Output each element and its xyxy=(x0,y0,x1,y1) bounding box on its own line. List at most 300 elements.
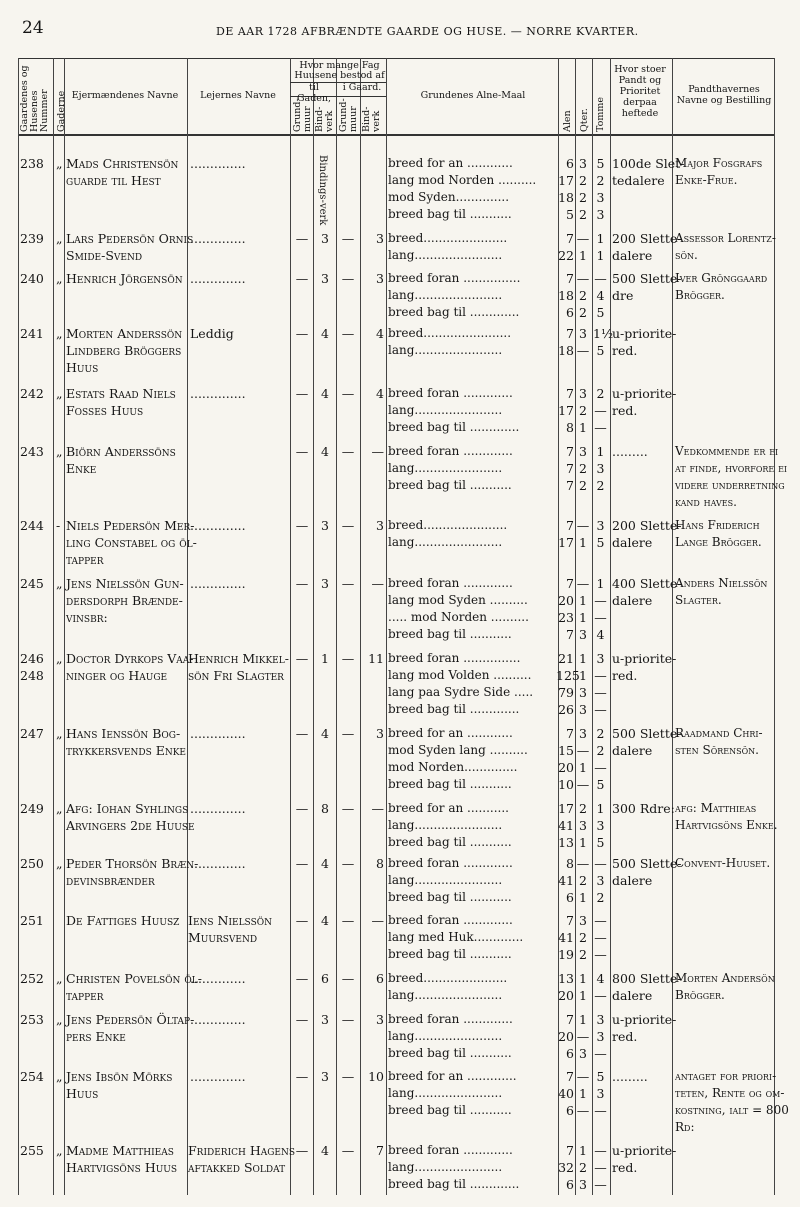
pandthaver-text: Lange Brögger. xyxy=(675,535,762,549)
owner-name: Biörn Anderssöns xyxy=(66,444,176,459)
pandthaver-text: Slagter. xyxy=(675,593,722,607)
alen-value: 7 xyxy=(566,326,574,341)
qter-value: — xyxy=(576,743,590,758)
fag-bindvaerk-gade: 4 xyxy=(321,326,329,341)
fag-bindvaerk-gaard: 7 xyxy=(376,1143,384,1158)
pandt-text: dalere xyxy=(612,873,653,888)
pandthaver-text: teten, Rente og om- xyxy=(675,1086,785,1100)
header-gaden: Gaderne xyxy=(56,90,67,132)
owner-name: Lindberg Bröggers xyxy=(66,343,182,358)
qter-value: 2 xyxy=(579,873,587,888)
column-rule xyxy=(64,58,65,1195)
owner-name: Hartvigsöns Huus xyxy=(66,1160,178,1175)
owner-name: Christen Povelsön öl- xyxy=(66,971,202,986)
tomme-value: 3 xyxy=(596,190,605,205)
fag-grundmuur-gade: — xyxy=(295,801,309,816)
running-title: DE AAR 1728 AFBRÆNDTE GAARDE OG HUSE. — NORRE KVARTER. xyxy=(216,25,639,38)
tomme-value: — xyxy=(594,1177,607,1192)
qter-value: — xyxy=(576,231,590,246)
qter-value: 1 xyxy=(579,651,587,666)
alen-value: 6 xyxy=(566,156,574,171)
pandthaver-text: Assessor Lorentz- xyxy=(675,231,776,245)
alne-maal-desc: mod Norden.............. xyxy=(388,760,518,774)
alne-maal-desc: lang mod Volden .......... xyxy=(388,668,532,682)
alen-value: 20 xyxy=(558,1029,574,1044)
alen-value: 41 xyxy=(558,818,574,833)
tomme-value: 5 xyxy=(596,1069,605,1084)
header-gaard-nr: Gaardenes og Husenes Nummer xyxy=(19,65,50,132)
tenant-name: .............. xyxy=(190,971,246,986)
header-qter: Qter. xyxy=(579,108,590,132)
fag-bindvaerk-gaard: — xyxy=(371,444,384,459)
owner-name: Estats Raad Niels xyxy=(66,386,176,401)
owner-name: Smide-Svend xyxy=(66,248,143,263)
qter-value: 1 xyxy=(579,988,587,1003)
qter-value: 1 xyxy=(579,1143,587,1158)
owner-name: tapper xyxy=(66,552,104,567)
alen-value: 22 xyxy=(558,248,574,263)
qter-value: — xyxy=(576,271,590,286)
fag-grundmuur-gade: — xyxy=(295,271,309,286)
header-alen: Alen xyxy=(562,110,573,132)
qter-value: — xyxy=(576,856,590,871)
pandthaver-text: at finde, hvorfore ei xyxy=(675,461,788,475)
tomme-value: — xyxy=(594,947,607,962)
fag-grundmuur-gaard: — xyxy=(341,386,355,401)
alne-maal-desc: breed for an ............. xyxy=(388,1069,517,1083)
pandt-text: red. xyxy=(612,668,638,683)
fag-bindvaerk-gade: 4 xyxy=(321,726,329,741)
qter-value: 1 xyxy=(579,420,587,435)
fag-grundmuur-gade: — xyxy=(295,576,309,591)
pandt-text: 800 Slette- xyxy=(612,971,682,986)
tomme-value: 1 xyxy=(596,248,605,263)
fag-grundmuur-gaard: — xyxy=(341,971,355,986)
alen-value: 19 xyxy=(558,947,574,962)
qter-value: 3 xyxy=(579,702,587,717)
row-number: 252 xyxy=(20,971,44,986)
owner-name: Niels Pedersön Mer- xyxy=(66,518,195,533)
header-bindvaerk-1: Bind-verk xyxy=(314,106,335,132)
ditto-mark: „ xyxy=(56,856,63,871)
fag-bindvaerk-gaard: 8 xyxy=(376,856,384,871)
tomme-value: — xyxy=(594,271,607,286)
owner-name: Lars Pedersön Ornis xyxy=(66,231,194,246)
qter-value: 1 xyxy=(579,248,587,263)
pandt-text: 200 Slette- xyxy=(612,518,682,533)
alen-value: 17 xyxy=(558,173,574,188)
alne-maal-desc: breed bag til ........... xyxy=(388,1103,512,1117)
column-rule xyxy=(53,58,54,1195)
alen-value: 41 xyxy=(558,930,574,945)
header-alne-maal: Grundenes Alne-Maal xyxy=(420,90,526,101)
tenant-name: .............. xyxy=(190,386,246,401)
alen-value: 7 xyxy=(566,231,574,246)
alen-value: 6 xyxy=(566,305,574,320)
owner-name: Huus xyxy=(66,1086,99,1101)
alne-maal-desc: lang....................... xyxy=(388,1160,503,1174)
tomme-value: 1 xyxy=(596,801,605,816)
fag-bindvaerk-gade: 3 xyxy=(321,231,329,246)
qter-value: 2 xyxy=(579,288,587,303)
row-number: 250 xyxy=(20,856,44,871)
tomme-value: — xyxy=(594,1160,607,1175)
alne-maal-desc: lang....................... xyxy=(388,248,503,262)
ditto-mark: „ xyxy=(56,651,63,666)
tomme-value: 3 xyxy=(596,818,605,833)
alne-maal-desc: breed bag til ........... xyxy=(388,627,512,641)
qter-value: 2 xyxy=(579,478,587,493)
fag-bindvaerk-gade: 6 xyxy=(321,971,329,986)
alne-maal-desc: breed bag til ............. xyxy=(388,702,520,716)
fag-bindvaerk-gade: 3 xyxy=(321,271,329,286)
qter-value: 1 xyxy=(579,760,587,775)
row-number: 251 xyxy=(20,913,44,928)
fag-grundmuur-gaard: — xyxy=(341,913,355,928)
tenant-name: .............. xyxy=(190,518,246,533)
alen-value: 7 xyxy=(566,386,574,401)
alne-maal-desc: lang....................... xyxy=(388,288,503,302)
owner-name: Peder Thorsön Bræn- xyxy=(66,856,199,871)
pandt-text: 500 Slette- xyxy=(612,856,682,871)
alen-value: 7 xyxy=(566,1143,574,1158)
alen-value: 7 xyxy=(566,271,574,286)
tenant-name: .............. xyxy=(190,1069,246,1084)
fag-grundmuur-gade: — xyxy=(295,1143,309,1158)
qter-value: 3 xyxy=(579,818,587,833)
qter-value: — xyxy=(576,343,590,358)
alne-maal-desc: breed bag til ........... xyxy=(388,835,512,849)
alen-value: 7 xyxy=(566,627,574,642)
owner-name: Fosses Huus xyxy=(66,403,144,418)
fag-grundmuur-gade: — xyxy=(295,444,309,459)
table-top-rule xyxy=(18,58,774,59)
alne-maal-desc: breed....................... xyxy=(388,326,512,340)
alen-value: 7 xyxy=(566,444,574,459)
pandthaver-text: Major Fosgrafs xyxy=(675,156,763,170)
owner-name: Enke xyxy=(66,461,97,476)
tenant-name: .............. xyxy=(190,156,246,171)
ditto-mark: „ xyxy=(56,726,63,741)
qter-value: 2 xyxy=(579,207,587,222)
fag-grundmuur-gade: — xyxy=(295,856,309,871)
qter-value: 3 xyxy=(579,685,587,700)
qter-value: 3 xyxy=(579,627,587,642)
alen-value: 7 xyxy=(566,913,574,928)
alne-maal-desc: breed bag til ........... xyxy=(388,1046,512,1060)
row-number: 240 xyxy=(20,271,44,286)
pandt-text: red. xyxy=(612,1160,638,1175)
column-rule xyxy=(313,58,314,1195)
pandthaver-text: Morten Andersön xyxy=(675,971,775,985)
pandt-text: 300 Rdre: xyxy=(612,801,675,816)
tomme-value: 1 xyxy=(596,444,605,459)
alne-maal-desc: breed for an ............ xyxy=(388,156,513,170)
pandthaver-text: Convent-Huuset. xyxy=(675,856,771,870)
qter-value: 3 xyxy=(579,156,587,171)
qter-value: — xyxy=(576,518,590,533)
qter-value: 1 xyxy=(579,971,587,986)
tenant-name: .............. xyxy=(190,576,246,591)
alen-value: 18 xyxy=(558,343,574,358)
ditto-mark: „ xyxy=(56,231,63,246)
alen-value: 41 xyxy=(558,873,574,888)
header-lejer: Lejernes Navne xyxy=(200,90,276,101)
tenant-name: Henrich Mikkel- sön Fri Slagter xyxy=(188,651,289,683)
header-pandthaver: Pandthavernes Navne og Bestilling xyxy=(676,84,772,106)
owner-name: De Fattiges Huusz xyxy=(66,913,180,928)
pandt-text: dre xyxy=(612,288,634,303)
tomme-value: 2 xyxy=(596,743,605,758)
qter-value: 3 xyxy=(579,1046,587,1061)
alen-value: 20 xyxy=(558,988,574,1003)
column-rule xyxy=(336,58,337,1195)
pandthaver-text: Brögger. xyxy=(675,288,725,302)
alne-maal-desc: breed bag til ........... xyxy=(388,777,512,791)
tenant-name: .............. xyxy=(190,726,246,741)
tomme-value: 3 xyxy=(596,1029,605,1044)
alen-value: 7 xyxy=(566,1012,574,1027)
ditto-mark: „ xyxy=(56,156,63,171)
tomme-value: — xyxy=(594,856,607,871)
column-rule xyxy=(774,58,775,1195)
pandt-text: u-priorite- xyxy=(612,1143,677,1158)
tomme-value: 3 xyxy=(596,1086,605,1101)
pandt-text: dalere xyxy=(612,248,653,263)
alen-value: 7 xyxy=(566,478,574,493)
alne-maal-desc: lang paa Sydre Side ..... xyxy=(388,685,534,699)
tenant-name: .............. xyxy=(190,1012,246,1027)
alne-maal-desc: breed foran ............. xyxy=(388,386,513,400)
tomme-value: — xyxy=(594,420,607,435)
alne-maal-desc: breed for an ............ xyxy=(388,726,513,740)
qter-value: 2 xyxy=(579,461,587,476)
fag-bindvaerk-gaard: 4 xyxy=(376,386,384,401)
tomme-value: — xyxy=(594,760,607,775)
owner-name: Mads Christensön xyxy=(66,156,179,171)
tenant-name: .............. xyxy=(190,856,246,871)
fag-bindvaerk-gaard: — xyxy=(371,576,384,591)
alen-value: 6 xyxy=(566,1046,574,1061)
alne-maal-desc: ..... mod Norden .......... xyxy=(388,610,529,624)
pandthaver-text: kand haves. xyxy=(675,495,737,509)
pandthaver-text: Hartvigsöns Enke. xyxy=(675,818,778,832)
fag-grundmuur-gaard: — xyxy=(341,651,355,666)
tomme-value: — xyxy=(594,913,607,928)
owner-name: Jens Pedersön Öltap- xyxy=(66,1012,195,1027)
tomme-value: 5 xyxy=(596,535,605,550)
owner-name: vinsbr: xyxy=(66,610,108,625)
tomme-value: — xyxy=(594,930,607,945)
pandt-text: tedalere xyxy=(612,173,665,188)
owner-name: ninger og Hauge xyxy=(66,668,168,683)
alne-maal-desc: breed foran ............... xyxy=(388,651,521,665)
ditto-mark: „ xyxy=(56,326,63,341)
row-number: 253 xyxy=(20,1012,44,1027)
fag-grundmuur-gaard: — xyxy=(341,231,355,246)
fag-grundmuur-gaard: — xyxy=(341,518,355,533)
header-grundmuur-1: Grund-muur xyxy=(292,98,313,132)
pandt-text: u-priorite- xyxy=(612,1012,677,1027)
qter-value: 1 xyxy=(579,890,587,905)
qter-value: 3 xyxy=(579,386,587,401)
fag-bindvaerk-gaard: 3 xyxy=(376,1012,384,1027)
tenant-name: .............. xyxy=(190,231,246,246)
alne-maal-desc: breed foran ............... xyxy=(388,271,521,285)
alne-maal-desc: lang....................... xyxy=(388,535,503,549)
alne-maal-desc: mod Syden lang .......... xyxy=(388,743,528,757)
table-header-rule xyxy=(18,134,774,136)
tenant-name: .............. xyxy=(190,801,246,816)
pandthaver-text: antaget for priori- xyxy=(675,1069,777,1083)
ditto-mark: „ xyxy=(56,1012,63,1027)
qter-value: 2 xyxy=(579,305,587,320)
owner-name: Morten Anderssön xyxy=(66,326,183,341)
fag-grundmuur-gaard: — xyxy=(341,1143,355,1158)
qter-value: 3 xyxy=(579,444,587,459)
pandt-text: 500 Slette- xyxy=(612,726,682,741)
pandthaver-text: Rd: xyxy=(675,1120,695,1134)
alne-maal-desc: breed foran ............. xyxy=(388,1012,513,1026)
row-number-2: 248 xyxy=(20,668,44,683)
alen-value: 23 xyxy=(558,610,574,625)
ditto-mark: „ xyxy=(56,1069,63,1084)
ditto-mark: „ xyxy=(56,444,63,459)
alne-maal-desc: breed bag til ............. xyxy=(388,420,520,434)
owner-name: tapper xyxy=(66,988,104,1003)
pandt-text: u-priorite- xyxy=(612,386,677,401)
tomme-value: — xyxy=(594,593,607,608)
pandthaver-text: Iver Grönggaard xyxy=(675,271,768,285)
alne-maal-desc: lang med Huk............. xyxy=(388,930,524,944)
pandt-text: dalere xyxy=(612,593,653,608)
fag-grundmuur-gaard: — xyxy=(341,326,355,341)
alen-value: 17 xyxy=(558,801,574,816)
tomme-value: — xyxy=(594,403,607,418)
qter-value: 2 xyxy=(579,403,587,418)
tomme-value: 2 xyxy=(596,386,605,401)
row-number: 247 xyxy=(20,726,44,741)
pandt-text: ......... xyxy=(612,444,648,459)
tomme-value: — xyxy=(594,1103,607,1118)
alen-value: 26 xyxy=(558,702,574,717)
pandthaver-text: Brögger. xyxy=(675,988,725,1002)
ditto-mark: „ xyxy=(56,801,63,816)
ditto-mark: „ xyxy=(56,386,63,401)
header-i-gaard: i Gaard. xyxy=(342,82,382,93)
tomme-value: 4 xyxy=(596,627,605,642)
alen-value: 7 xyxy=(566,461,574,476)
tomme-value: 1½ xyxy=(593,326,614,341)
alen-value: 20 xyxy=(558,760,574,775)
qter-value: — xyxy=(576,576,590,591)
alen-value: 5 xyxy=(566,207,574,222)
qter-value: — xyxy=(576,1069,590,1084)
header-grundmuur-2: Grund-muur xyxy=(338,98,359,132)
row-number: 243 xyxy=(20,444,44,459)
fag-bindvaerk-gaard: 11 xyxy=(368,651,384,666)
qter-value: 1 xyxy=(579,1012,587,1027)
fag-grundmuur-gade: — xyxy=(295,326,309,341)
qter-value: 3 xyxy=(579,1177,587,1192)
fag-grundmuur-gaard: — xyxy=(341,801,355,816)
alne-maal-desc: breed...................... xyxy=(388,518,508,532)
owner-name: Doctor Dyrkops Vaa- xyxy=(66,651,194,666)
alen-value: 7 xyxy=(566,518,574,533)
column-rule xyxy=(386,58,387,1195)
tomme-value: — xyxy=(594,988,607,1003)
alen-value: 6 xyxy=(566,1103,574,1118)
tomme-value: 2 xyxy=(596,173,605,188)
tomme-value: 5 xyxy=(596,835,605,850)
tomme-value: 1 xyxy=(596,576,605,591)
fag-bindvaerk-gade: 3 xyxy=(321,1069,329,1084)
pandt-text: red. xyxy=(612,1029,638,1044)
pandt-text: dalere xyxy=(612,988,653,1003)
pandthaver-text: afg: Matthieas xyxy=(675,801,757,815)
tomme-value: 2 xyxy=(596,478,605,493)
pandt-text: red. xyxy=(612,403,638,418)
tomme-value: 3 xyxy=(596,461,605,476)
pandthaver-text: kostning, ialt = 800 xyxy=(675,1103,789,1117)
fag-bindvaerk-gade: 1 xyxy=(321,651,329,666)
fag-bindvaerk-gaard: — xyxy=(371,913,384,928)
alen-value: 79 xyxy=(558,685,574,700)
pandt-text: ......... xyxy=(612,1069,648,1084)
alen-value: 10 xyxy=(558,777,574,792)
column-rule xyxy=(290,58,291,1195)
header-pandt: Hvor stoer Pandt og Prioritet derpaa heftede xyxy=(614,64,666,119)
alne-maal-desc: lang mod Syden .......... xyxy=(388,593,528,607)
fag-bindvaerk-gaard: 4 xyxy=(376,326,384,341)
alne-maal-desc: breed foran ............. xyxy=(388,1143,513,1157)
fag-bindvaerk-gade: 4 xyxy=(321,856,329,871)
qter-value: 3 xyxy=(579,726,587,741)
pandt-text: dalere xyxy=(612,743,653,758)
fag-bindvaerk-gade: 4 xyxy=(321,444,329,459)
alne-maal-desc: breed bag til ............. xyxy=(388,1177,520,1191)
alne-maal-desc: lang mod Norden .......... xyxy=(388,173,537,187)
pandt-text: dalere xyxy=(612,535,653,550)
fag-bindvaerk-gaard: 3 xyxy=(376,726,384,741)
header-til-gaden: til Gaden, xyxy=(296,82,332,104)
alne-maal-desc: breed...................... xyxy=(388,231,508,245)
qter-value: 2 xyxy=(579,801,587,816)
qter-value: 3 xyxy=(579,326,587,341)
fag-bindvaerk-gaard: 10 xyxy=(368,1069,384,1084)
qter-value: 1 xyxy=(579,835,587,850)
tomme-value: 2 xyxy=(596,890,605,905)
tomme-value: — xyxy=(594,1143,607,1158)
tomme-value: 3 xyxy=(596,651,605,666)
fag-grundmuur-gaard: — xyxy=(341,856,355,871)
tomme-value: 5 xyxy=(596,305,605,320)
owner-name: Huus xyxy=(66,360,99,375)
pandthaver-text: Raadmand Chri- xyxy=(675,726,763,740)
qter-value: 2 xyxy=(579,173,587,188)
pandt-text: 200 Slette- xyxy=(612,231,682,246)
owner-name: Arvingers 2de Huuse xyxy=(66,818,195,833)
fag-bindvaerk-gade: 3 xyxy=(321,1012,329,1027)
fag-bindvaerk-gade: Bindings-verk xyxy=(317,155,328,226)
tenant-name: .............. xyxy=(190,271,246,286)
qter-value: 1 xyxy=(579,593,587,608)
row-number: 239 xyxy=(20,231,44,246)
pandthaver-text: videre underretning xyxy=(675,478,785,492)
row-number: 244 xyxy=(20,518,44,533)
owner-name: Madme Matthieas xyxy=(66,1143,174,1158)
pandthaver-text: Enke-Frue. xyxy=(675,173,738,187)
